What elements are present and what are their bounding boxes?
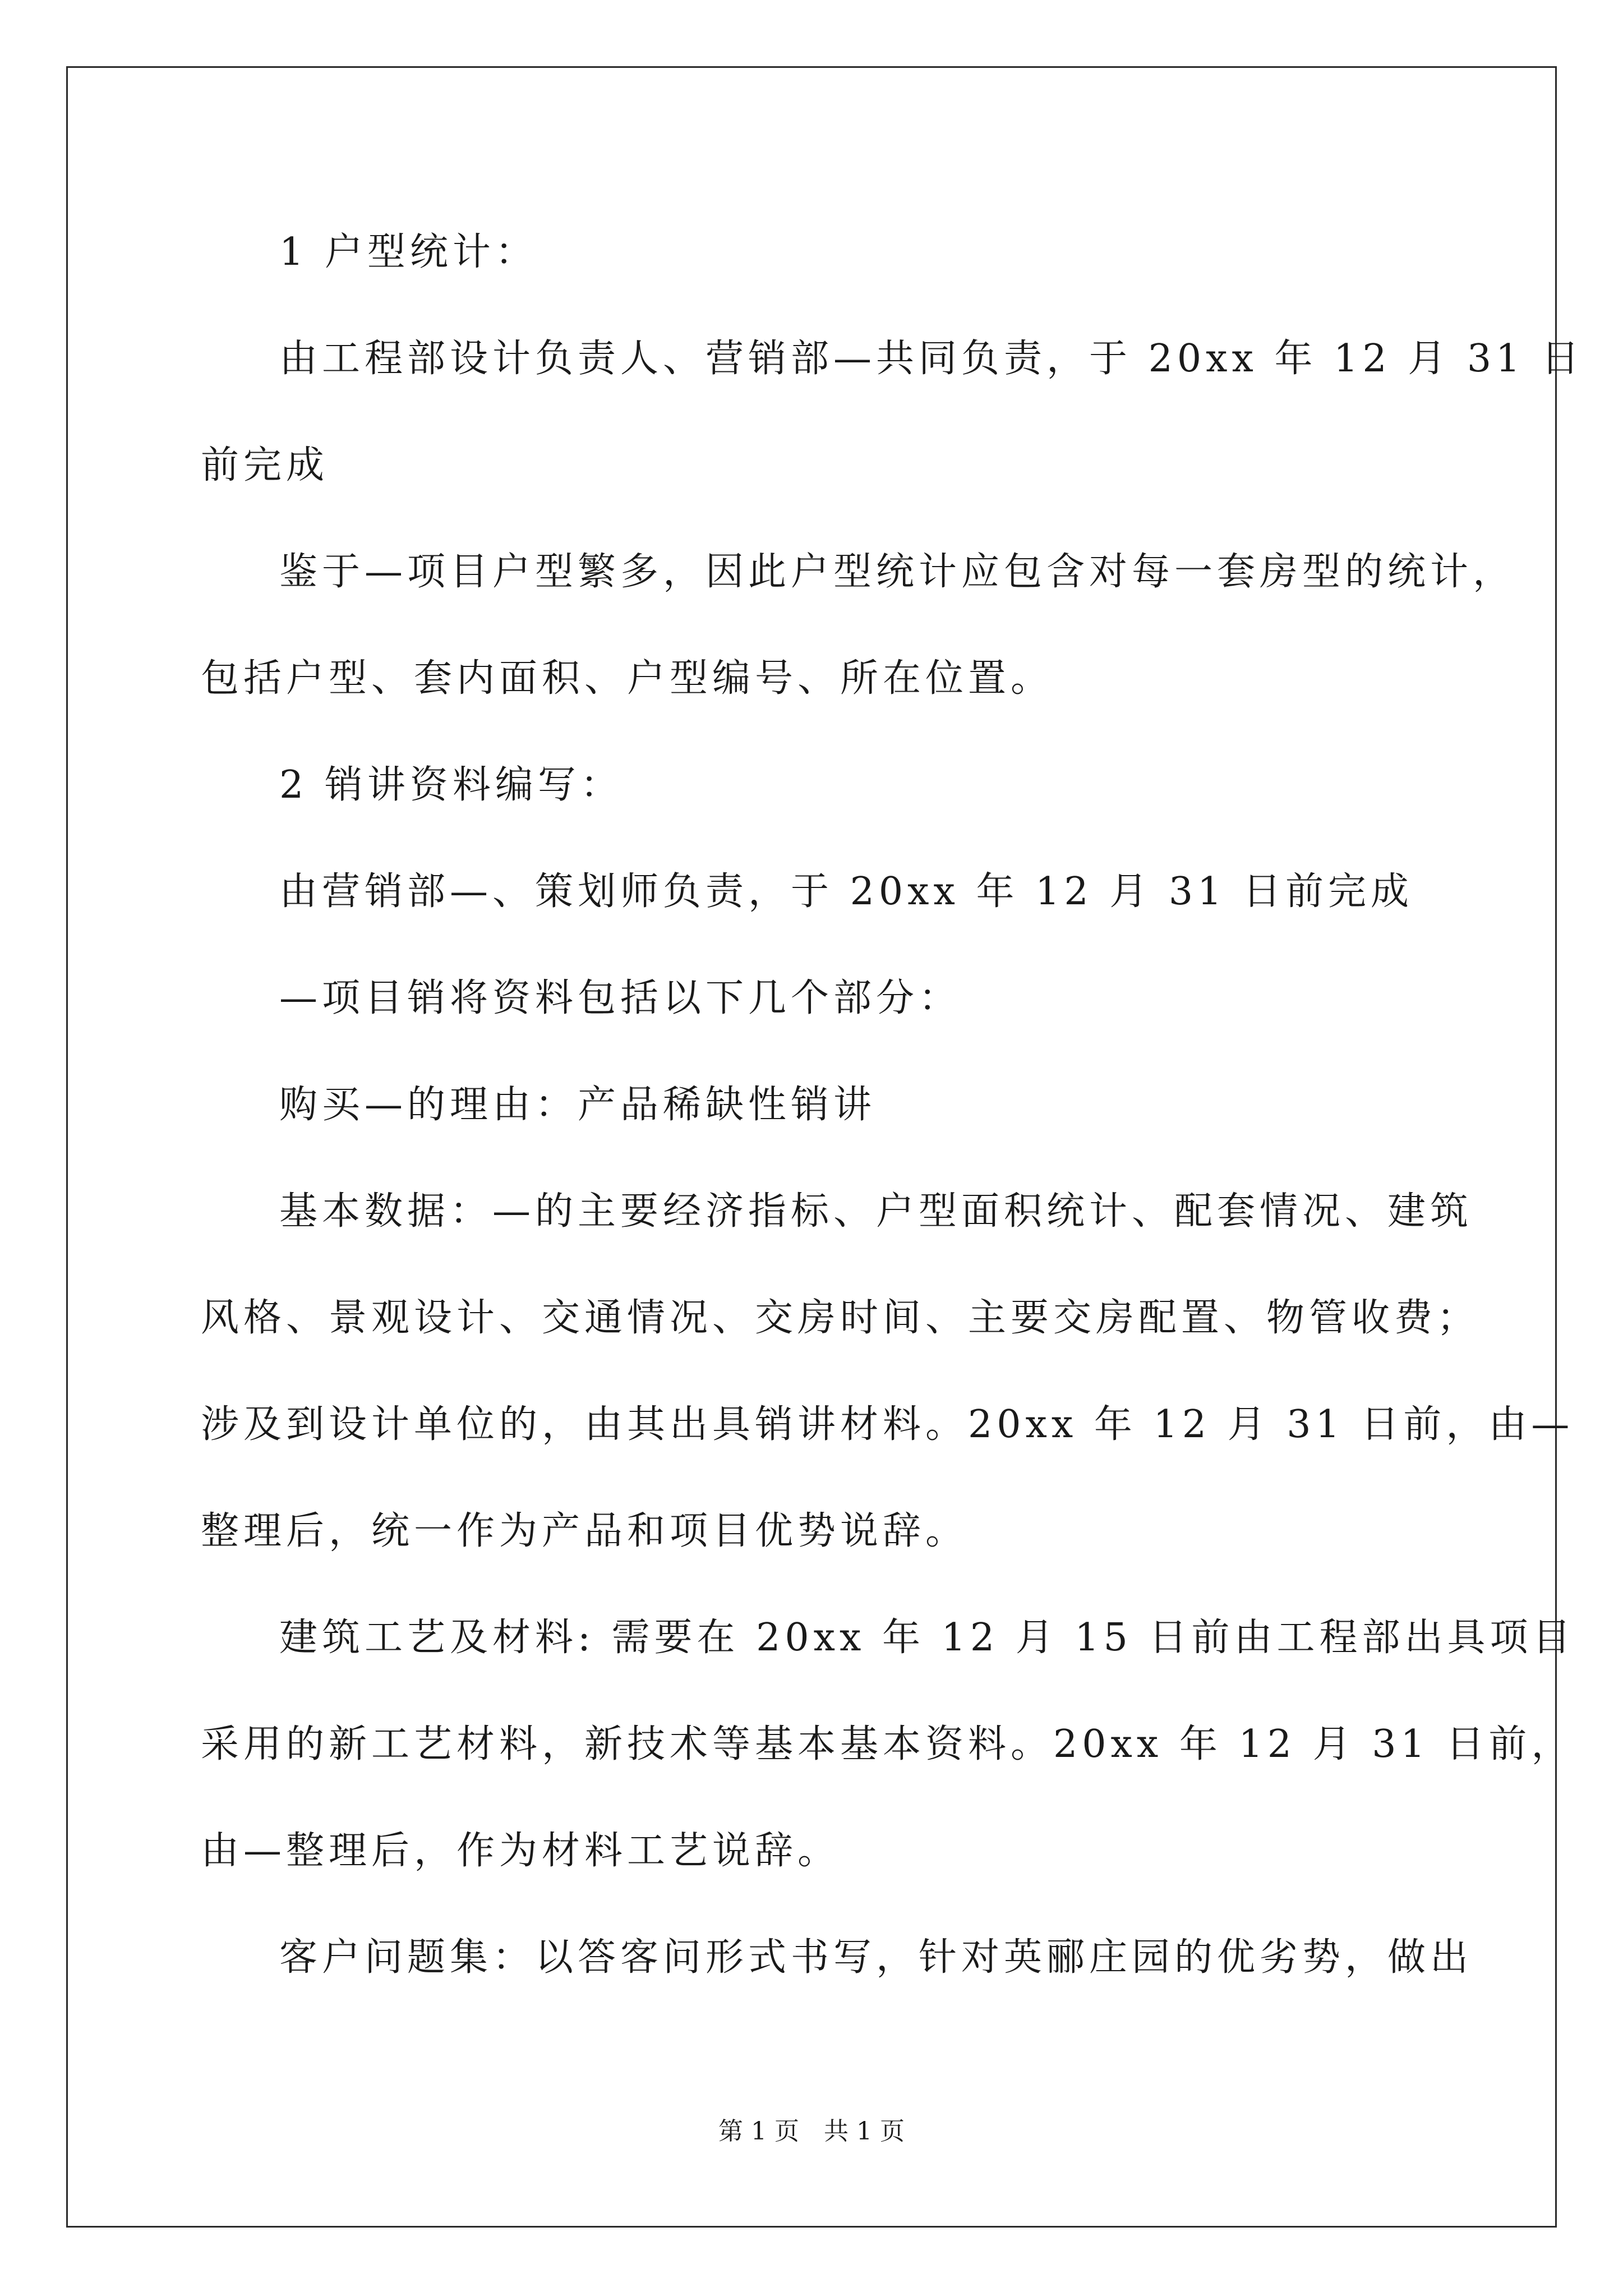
paragraph-line: 风格、景观设计、交通情况、交房时间、主要交房配置、物管收费； (201, 1296, 1480, 1340)
paragraph-line: 采用的新工艺材料，新技术等基本基本资料。20xx 年 12 月 31 日前， (201, 1722, 1574, 1766)
page-footer: 第 1 页 共 1 页 (718, 2117, 905, 2146)
paragraph-line: 由营销部—、策划师负责，于 20xx 年 12 月 31 日前完成 (279, 869, 1413, 914)
paragraph-line: 整理后，统一作为产品和项目优势说辞。 (201, 1509, 969, 1553)
paragraph-line: 客户问题集：以答客问形式书写，针对英郦庄园的优劣势，做出 (279, 1935, 1473, 1980)
paragraph-line: 由—整理后，作为材料工艺说辞。 (201, 1829, 841, 1873)
page-border (66, 66, 1557, 2228)
paragraph-line: 前完成 (201, 443, 329, 487)
section-heading-1: 1 户型统计： (279, 230, 538, 274)
paragraph-line: —项目销将资料包括以下几个部分： (279, 976, 962, 1020)
paragraph-line: 由工程部设计负责人、营销部—共同负责，于 20xx 年 12 月 31 日 (279, 337, 1584, 381)
paragraph-line: 鉴于—项目户型繁多，因此户型统计应包含对每一套房型的统计， (279, 550, 1516, 594)
section-heading-2: 2 销讲资料编写： (279, 763, 623, 807)
paragraph-line: 建筑工艺及材料: 需要在 20xx 年 12 月 15 日前由工程部出具项目 (279, 1616, 1575, 1660)
paragraph-line: 购买—的理由：产品稀缺性销讲 (279, 1083, 877, 1127)
paragraph-line: 包括户型、套内面积、户型编号、所在位置。 (201, 656, 1054, 701)
paragraph-line: 涉及到设计单位的，由其出具销讲材料。20xx 年 12 月 31 日前，由— (201, 1402, 1574, 1447)
paragraph-line: 基本数据：—的主要经济指标、户型面积统计、配套情况、建筑 (279, 1189, 1473, 1234)
